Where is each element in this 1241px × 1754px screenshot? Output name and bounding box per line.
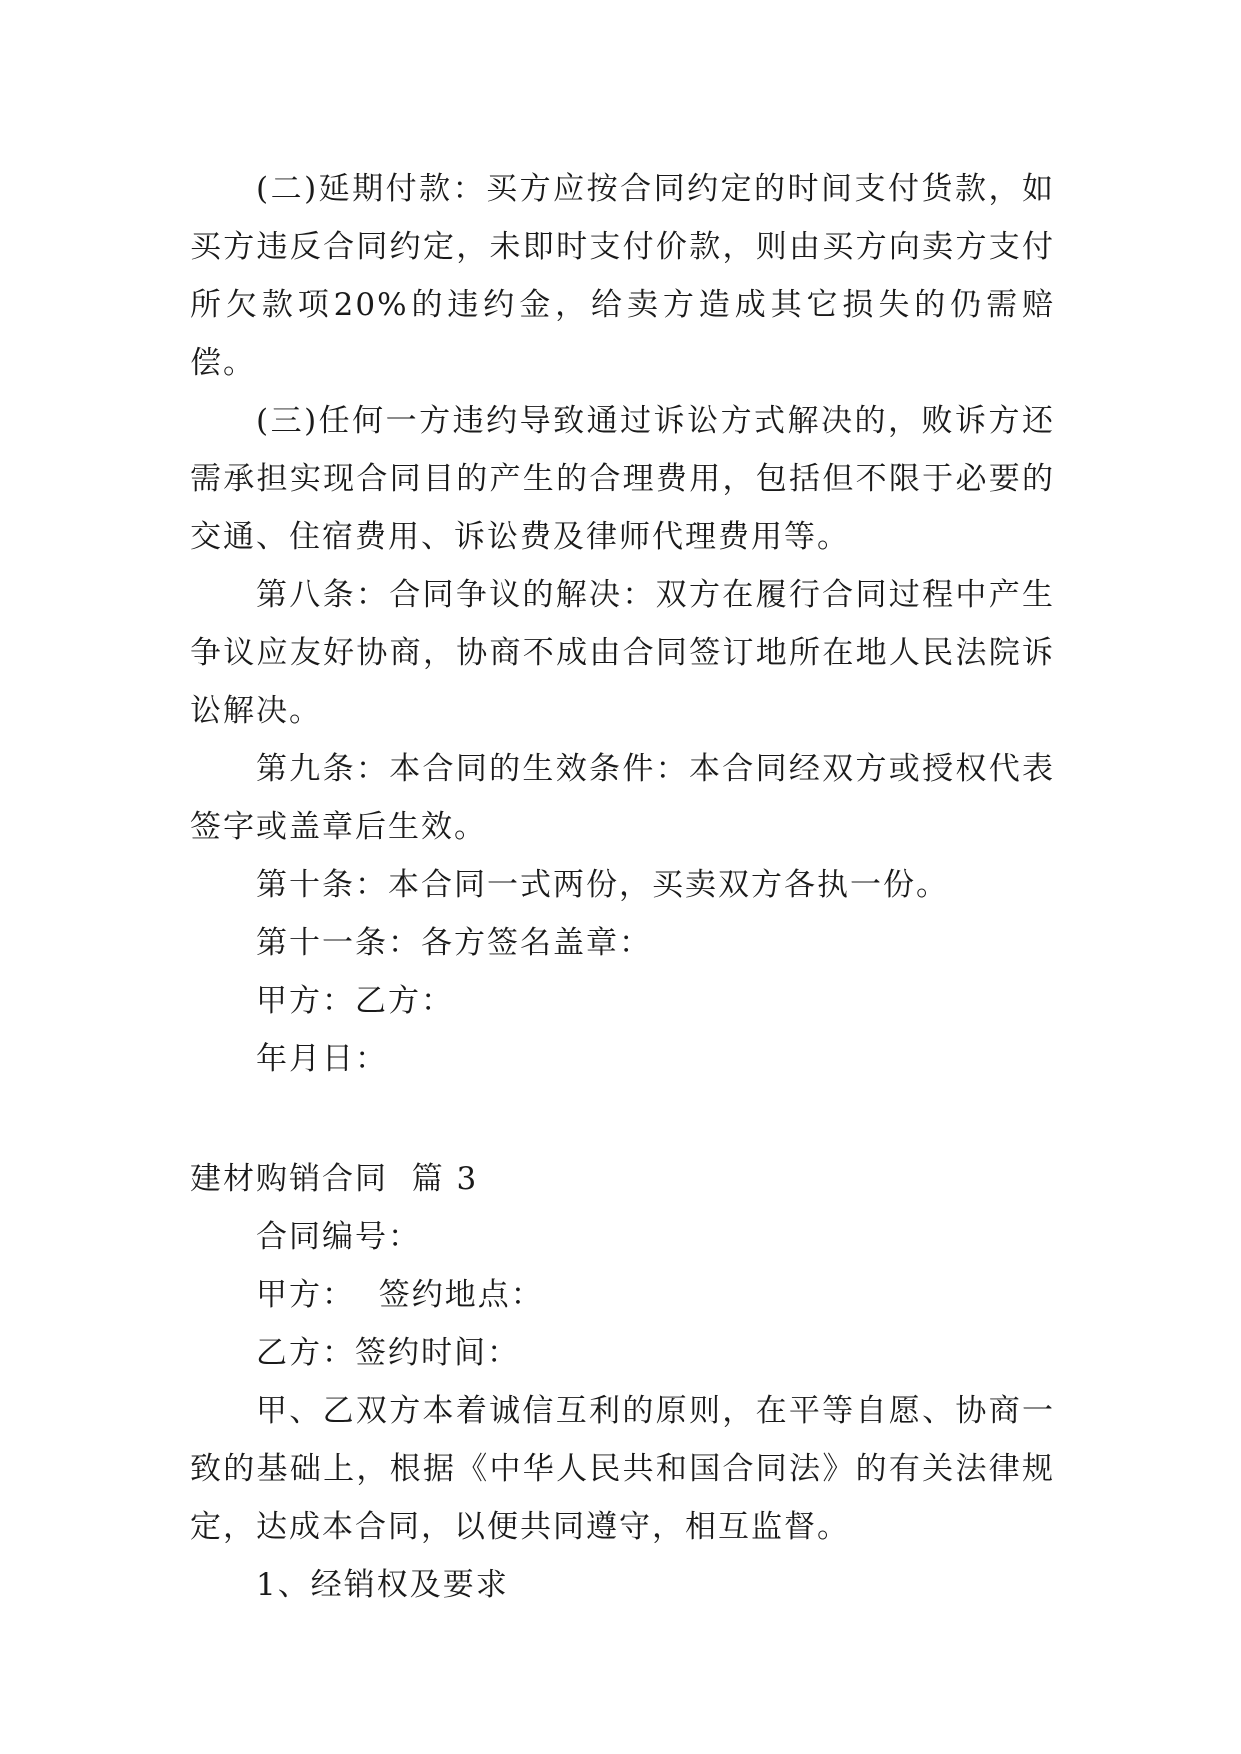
paragraph-article-9: 第九条：本合同的生效条件：本合同经双方或授权代表签字或盖章后生效。	[190, 751, 1055, 845]
paragraph-party-b-time: 乙方：签约时间：	[256, 1335, 520, 1371]
paragraph-party-signatures: 甲方：乙方：	[256, 983, 454, 1019]
paragraph-contract-number: 合同编号：	[256, 1219, 421, 1255]
paragraph-article-8: 第八条：合同争议的解决：双方在履行合同过程中产生争议应友好协商，协商不成由合同签订地所在地人民法院诉讼解决。	[190, 577, 1055, 729]
document-body	[190, 160, 1055, 1614]
paragraph-party-a-location: 甲方： 签约地点：	[256, 1277, 544, 1313]
paragraph-litigation-costs: (三)任何一方违约导致通过诉讼方式解决的，败诉方还需承担实现合同目的产生的合理费用，包括但不限于必要的交通、住宿费用、诉讼费及律师代理费用等。	[190, 403, 1055, 555]
paragraph-date: 年月日：	[256, 1041, 388, 1077]
section-gap	[190, 1088, 1055, 1150]
paragraph-distribution-rights: 1、经销权及要求	[256, 1567, 509, 1603]
paragraph-article-10: 第十条：本合同一式两份，买卖双方各执一份。	[256, 867, 949, 903]
paragraph-late-payment: (二)延期付款：买方应按合同约定的时间支付货款，如买方违反合同约定，未即时支付价款，则由买方向卖方支付所欠款项20%的违约金，给卖方造成其它损失的仍需赔偿。	[190, 171, 1055, 381]
paragraph-preamble: 甲、乙双方本着诚信互利的原则，在平等自愿、协商一致的基础上，根据《中华人民共和国合同法》的有关法律规定，达成本合同，以便共同遵守，相互监督。	[190, 1393, 1055, 1545]
section-title: 建材购销合同 篇 3	[190, 1161, 479, 1197]
paragraph-article-11: 第十一条：各方签名盖章：	[256, 925, 652, 961]
